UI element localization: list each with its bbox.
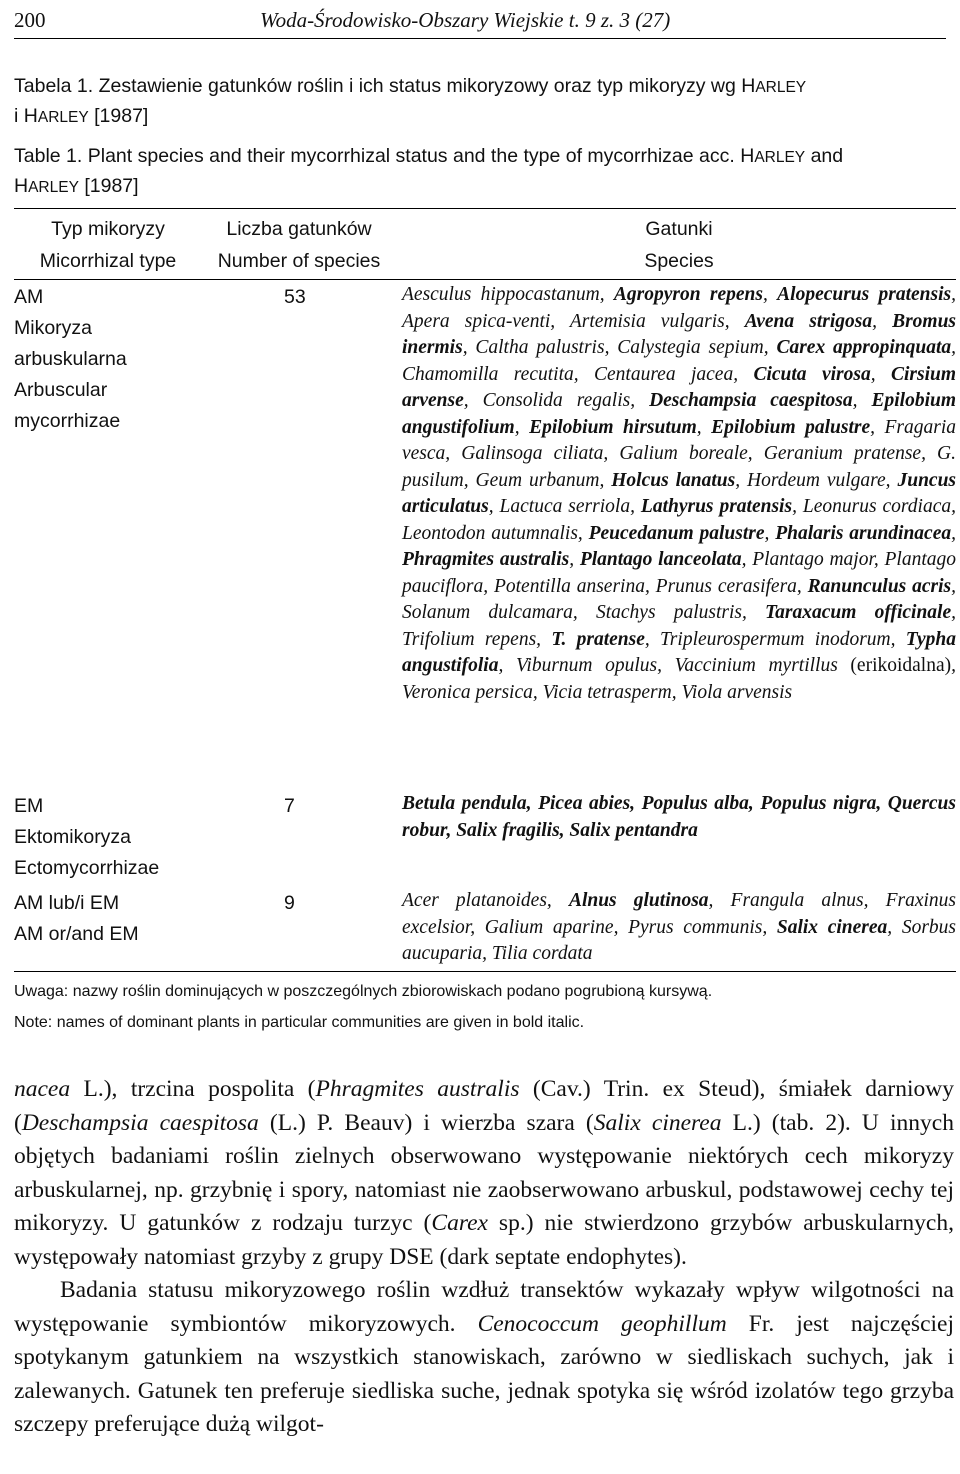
dominant-species: Juncus articulatus bbox=[402, 469, 957, 517]
species-text: , Solanum dulcamara, Stachys palustris, bbox=[402, 575, 956, 623]
page-number: 200 bbox=[14, 8, 46, 32]
table-header bbox=[14, 209, 956, 280]
author-name: HARLEY bbox=[740, 145, 806, 167]
header-species: Gatunki Species bbox=[644, 218, 714, 272]
dominant-species: Peucedanum palustre bbox=[588, 522, 765, 544]
caption-text: Plant species and their mycorrhizal status and the type of mycorrhizae acc. bbox=[87, 145, 735, 167]
caption-year: [1987] bbox=[84, 175, 139, 197]
species-text: , Frangula alnus, Fraxinus excelsior, Galium aparine, Pyrus communis, bbox=[402, 890, 956, 938]
species-text: Aesculus hippocastanum, bbox=[402, 284, 614, 305]
header-type: Typ mikoryzy Micorrhizal type bbox=[39, 218, 177, 272]
dominant-species: Ranunculus acris bbox=[807, 575, 952, 597]
species-text: , bbox=[696, 416, 712, 438]
table-note-en: Note: names of dominant plants in particular communities are given in bold italic. bbox=[14, 1014, 585, 1031]
species-text: , Veronica persica, Vicia tetrasperm, Viola arvensis bbox=[402, 655, 956, 703]
dominant-species: Plantago lanceolata bbox=[579, 549, 742, 570]
latin-name: Deschampsia caespitosa bbox=[21, 1109, 259, 1136]
dominant-species: Typha angustifolia bbox=[402, 628, 956, 676]
species-text: , Trifolium repens, bbox=[402, 602, 956, 650]
species-text: , Tripleurospermum inodorum, bbox=[644, 628, 906, 650]
dominant-species: Agropyron repens bbox=[613, 284, 763, 305]
species-text: , bbox=[762, 284, 778, 305]
species-count: 53 bbox=[284, 286, 306, 308]
body-text bbox=[14, 1073, 954, 1442]
species-text: , Leonurus cordiaca, Leontodon autumnalis, bbox=[402, 496, 956, 544]
author-name: HARLEY bbox=[23, 105, 89, 127]
species-count: 7 bbox=[284, 795, 295, 817]
species-list bbox=[402, 282, 956, 706]
text-run: (Cav.) Trin. ex Steud), śmiałek darniowy ( bbox=[14, 1076, 954, 1136]
species-count: 9 bbox=[284, 892, 295, 914]
species-text: , Consolida regalis, bbox=[463, 390, 650, 411]
species-text: , Lactuca serriola, bbox=[488, 496, 641, 517]
species-text: (erikoidalna) bbox=[850, 655, 952, 676]
table-note-pl: Uwaga: nazwy roślin dominujących w poszczególnych zbiorowiskach podano pogrubioną kursywą. bbox=[14, 983, 713, 1000]
species-text: Acer platanoides, bbox=[402, 890, 569, 911]
dominant-species: Holcus lanatus bbox=[611, 469, 736, 491]
dominant-species: Epilobium hirsutum bbox=[529, 416, 697, 438]
latin-name: Cenococcum geophillum bbox=[477, 1310, 727, 1337]
mycorrhizal-type: AM lub/i EM AM or/and EM bbox=[14, 892, 139, 945]
latin-name: nacea bbox=[14, 1076, 71, 1102]
text-run: L.) (tab. 2). U innych objętych badaniami roślin zielnych obserwowano występowanie niektórych cech mikoryzy arbuskularnej, np. grzybnię i spory, natomiast nie zaobserwowano arbuskul, podstawowej cechy tej mikoryzy. U gatunków z rodzaju turzyc ( bbox=[14, 1109, 954, 1236]
caption-year: [1987] bbox=[94, 105, 149, 127]
dominant-species: Cicuta virosa bbox=[753, 363, 871, 385]
dominant-species: Bromus inermis bbox=[402, 310, 957, 358]
page-header bbox=[14, 4, 946, 39]
paragraph bbox=[14, 1073, 954, 1274]
species-text: , bbox=[870, 363, 891, 385]
table-caption-en: Table 1. Plant species and their mycorrhizal status and the type of mycorrhizae acc. HARLEY and HARLEY [1987] bbox=[14, 145, 844, 197]
paragraph bbox=[14, 1274, 954, 1442]
species-text: , bbox=[514, 416, 530, 438]
species-text: , Plantago major, Plantago pauciflora, Potentilla anserina, Prunus cerasifera, bbox=[402, 549, 957, 597]
dominant-species: Phalaris arundinacea bbox=[775, 522, 952, 544]
species-table bbox=[14, 208, 956, 972]
caption-text: Zestawienie gatunków roślin i ich status mikoryzowy oraz typ mikoryzy wg bbox=[98, 75, 736, 97]
species-text: , bbox=[951, 522, 956, 544]
dominant-species: Taraxacum officinale bbox=[765, 602, 952, 623]
text-run: Fr. jest najczęściej spotykanym gatunkiem na wszystkich stanowiskach, zarówno w siedliskach suchych, jak i zalewanych. Gatunek ten preferuje siedliska suche, jednak spotyka się wśród izolatów tego grzyba szczepy preferujące dużą wilgot- bbox=[14, 1310, 954, 1437]
mycorrhizal-type: AM Mikoryza arbuskularna Arbuscular mycorrhizae bbox=[14, 286, 127, 432]
species-text: , bbox=[569, 549, 580, 570]
dominant-species: Cirsium arvense bbox=[402, 363, 957, 411]
species-text: , bbox=[764, 522, 776, 544]
dominant-species: Alopecurus pratensis bbox=[777, 284, 952, 305]
text-run: L.), trzcina pospolita ( bbox=[70, 1076, 316, 1102]
species-text: , Caltha palustris, Calystegia sepium, bbox=[462, 337, 777, 358]
dominant-species: Betula pendula, Picea abies, Populus alba, Populus nigra, Quercus robur, Salix fragilis, Salix pentandra bbox=[402, 793, 956, 841]
dominant-species: Avena strigosa bbox=[744, 310, 873, 332]
dominant-species: Epilobium angustifolium bbox=[402, 390, 957, 438]
dominant-species: Salix cinerea bbox=[776, 916, 888, 938]
dominant-species: Epilobium palustre bbox=[711, 416, 871, 438]
mycorrhizal-type: EM Ektomikoryza Ectomycorrhizae bbox=[14, 795, 160, 879]
species-text: , Viburnum opulus, Vaccinium myrtillus bbox=[498, 655, 851, 676]
latin-name: Phragmites australis bbox=[315, 1076, 520, 1102]
dominant-species: Lathyrus pratensis bbox=[640, 496, 793, 517]
running-title: Woda-Środowisko-Obszary Wiejskie t. 9 z. 3 (27) bbox=[260, 8, 671, 32]
dominant-species: Phragmites australis bbox=[402, 549, 570, 570]
species-list bbox=[402, 791, 956, 844]
species-text: , Sorbus aucuparia, Tilia cordata bbox=[402, 916, 956, 964]
text-run: (L.) P. Beauv) i wierzba szara ( bbox=[258, 1109, 594, 1136]
species-text: , Hordeum vulgare, bbox=[735, 469, 898, 491]
latin-name: Salix cinerea bbox=[593, 1109, 722, 1136]
latin-name: Carex bbox=[431, 1210, 488, 1236]
species-text: , bbox=[872, 310, 893, 332]
dominant-species: Alnus glutinosa bbox=[568, 890, 709, 911]
header-count: Liczba gatunków Number of species bbox=[217, 218, 381, 272]
text-run: sp.) nie stwierdzono grzybów arbuskularnych, występowały natomiast grzyby z grupy DSE (dark septate endophytes). bbox=[14, 1210, 954, 1270]
species-text: , bbox=[852, 390, 872, 411]
species-list bbox=[402, 888, 956, 968]
author-name: HARLEY bbox=[741, 75, 807, 97]
caption-label: Table 1. bbox=[14, 145, 83, 167]
dominant-species: T. pratense bbox=[551, 628, 645, 650]
caption-label: Tabela 1. bbox=[14, 75, 94, 97]
text-run: Badania statusu mikoryzowego roślin wzdłuż transektów wykazały wpływ wilgotności na występowanie symbiontów mikoryzowych. bbox=[14, 1277, 954, 1337]
dominant-species: Carex appropinquata bbox=[776, 337, 952, 358]
species-text: , Apera spica-venti, Artemisia vulgaris, bbox=[402, 284, 956, 332]
author-name: HARLEY bbox=[14, 175, 79, 197]
species-text: , Chamomilla recutita, Centaurea jacea, bbox=[402, 337, 956, 385]
dominant-species: Deschampsia caespitosa bbox=[649, 390, 853, 411]
table-caption-pl: Tabela 1. Zestawienie gatunków roślin i ich status mikoryzowy oraz typ mikoryzy wg HARLEY i HARLEY [1987] bbox=[14, 75, 807, 127]
species-text: , Fragaria vesca, Galinsoga ciliata, Galium boreale, Geranium pratense, G. pusilum, Geum urbanum, bbox=[402, 416, 956, 491]
